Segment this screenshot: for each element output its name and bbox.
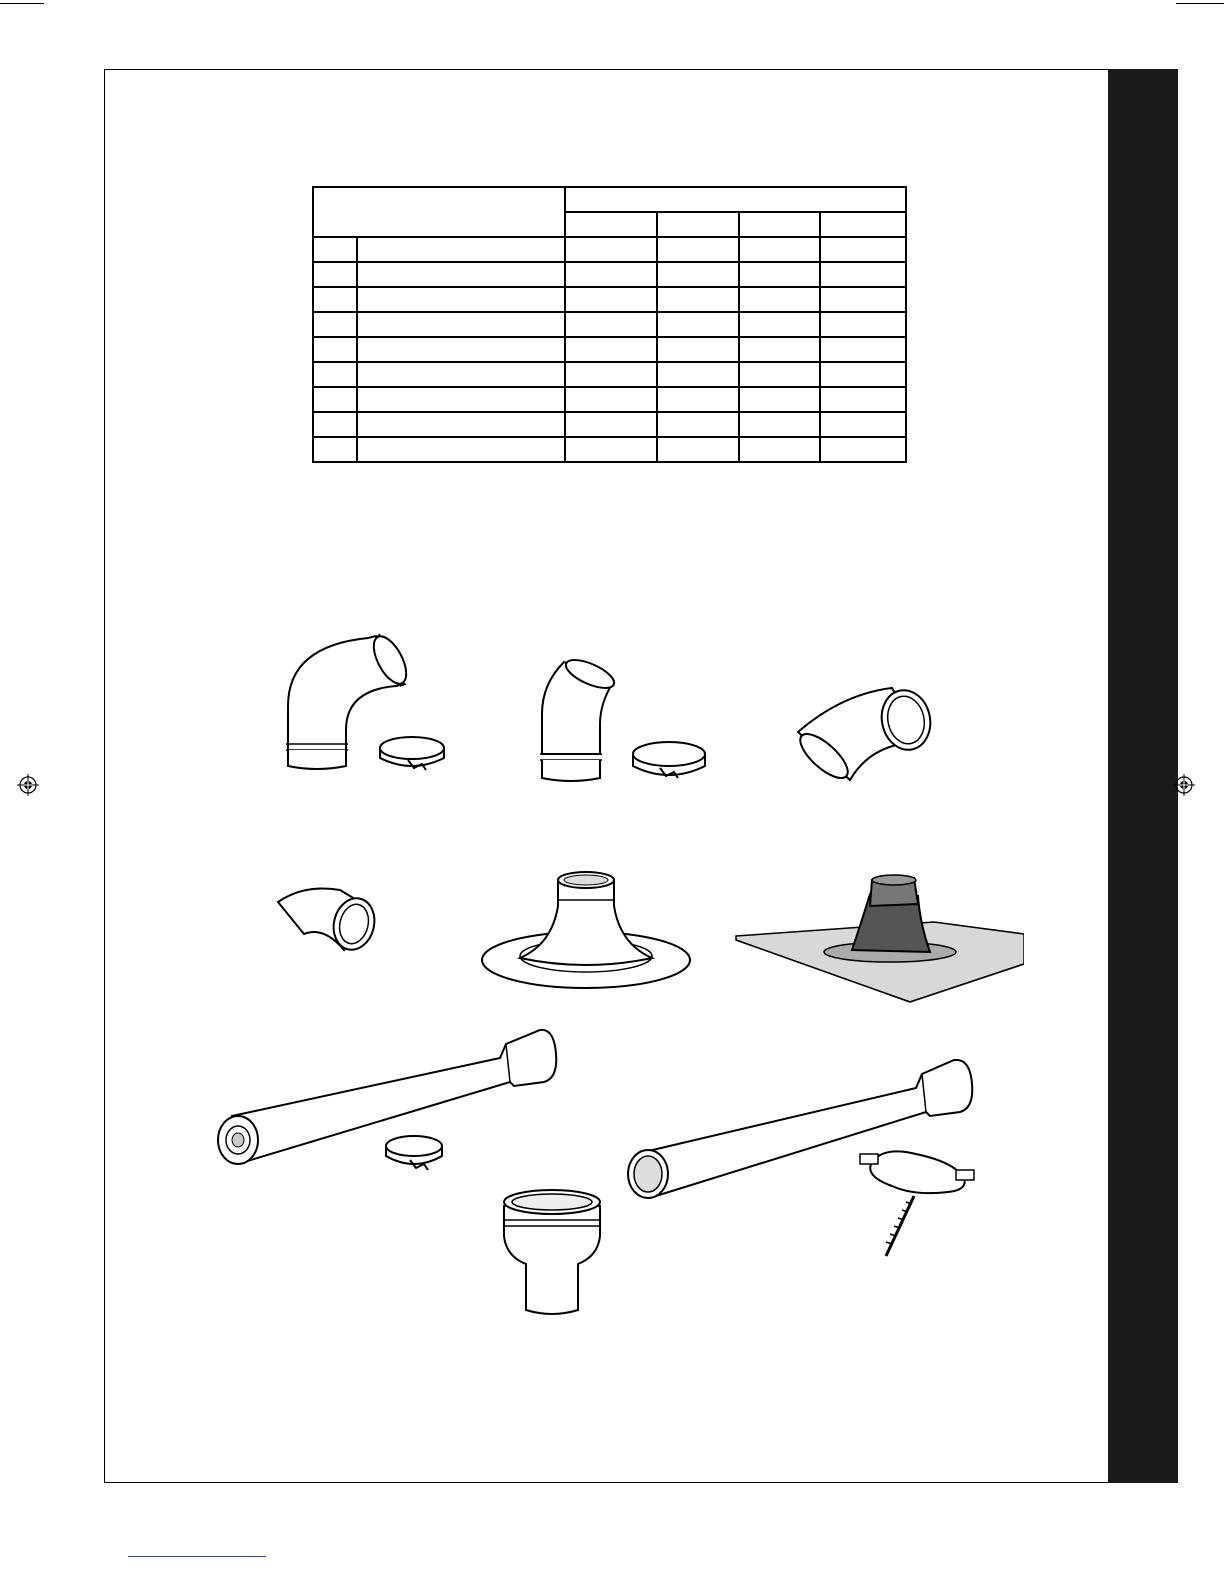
table-cell bbox=[820, 312, 906, 337]
table-row bbox=[313, 387, 906, 412]
table-cell bbox=[313, 387, 357, 412]
table-cell bbox=[313, 287, 357, 312]
table-cell bbox=[739, 387, 820, 412]
table-header-row bbox=[313, 187, 906, 212]
table-cell bbox=[739, 437, 820, 462]
table-row bbox=[313, 437, 906, 462]
table-subheader-cell bbox=[565, 212, 657, 237]
table-header-group bbox=[565, 187, 906, 212]
crop-mark-top-right bbox=[1176, 3, 1224, 4]
table-cell bbox=[739, 237, 820, 262]
table-cell bbox=[565, 362, 657, 387]
crop-mark-top-left bbox=[0, 3, 44, 4]
table-cell bbox=[565, 387, 657, 412]
table-cell bbox=[820, 287, 906, 312]
elbow-small-icon bbox=[274, 878, 384, 954]
table-cell bbox=[739, 262, 820, 287]
table-cell bbox=[739, 287, 820, 312]
table-cell bbox=[739, 362, 820, 387]
table-cell bbox=[313, 337, 357, 362]
table-cell bbox=[313, 362, 357, 387]
table-cell bbox=[313, 437, 357, 462]
table-cell bbox=[565, 237, 657, 262]
table-cell bbox=[739, 412, 820, 437]
table-cell bbox=[657, 237, 739, 262]
extension-pipe-icon bbox=[210, 1024, 562, 1184]
table-row bbox=[313, 312, 906, 337]
table-cell bbox=[657, 312, 739, 337]
table-subheader-cell bbox=[657, 212, 739, 237]
pipe-bracket-icon bbox=[624, 1050, 984, 1266]
table-row bbox=[313, 362, 906, 387]
table-cell bbox=[657, 262, 739, 287]
table-cell bbox=[565, 262, 657, 287]
table-cell bbox=[313, 262, 357, 287]
table-cell bbox=[820, 237, 906, 262]
table-subheader-cell bbox=[820, 212, 906, 237]
table-cell bbox=[657, 362, 739, 387]
table-cell bbox=[565, 287, 657, 312]
table-cell bbox=[357, 287, 565, 312]
table-cell bbox=[357, 387, 565, 412]
table-cell bbox=[313, 312, 357, 337]
table-cell bbox=[357, 437, 565, 462]
table-row bbox=[313, 237, 906, 262]
section-side-tab bbox=[1108, 69, 1178, 1483]
flat-roof-flashing-icon bbox=[478, 866, 696, 1002]
elbow-90-icon bbox=[276, 628, 456, 796]
table-cell bbox=[565, 312, 657, 337]
table-cell bbox=[657, 412, 739, 437]
adaptor-icon bbox=[496, 1186, 608, 1316]
parts-table bbox=[312, 186, 907, 463]
table-row bbox=[313, 412, 906, 437]
table-cell bbox=[313, 412, 357, 437]
footer-link-rule bbox=[128, 1556, 266, 1557]
table-row bbox=[313, 262, 906, 287]
table-cell bbox=[565, 412, 657, 437]
table-cell bbox=[657, 437, 739, 462]
table-cell bbox=[820, 262, 906, 287]
table-cell bbox=[357, 362, 565, 387]
table-cell bbox=[657, 387, 739, 412]
table-cell bbox=[357, 337, 565, 362]
table-cell bbox=[739, 337, 820, 362]
pitched-roof-flashing-icon bbox=[734, 874, 1024, 1004]
table-cell bbox=[313, 237, 357, 262]
table-cell bbox=[820, 387, 906, 412]
table-cell bbox=[820, 362, 906, 387]
table-cell bbox=[565, 437, 657, 462]
table-cell bbox=[820, 412, 906, 437]
table-subheader-cell bbox=[739, 212, 820, 237]
table-cell bbox=[357, 262, 565, 287]
table-cell bbox=[820, 337, 906, 362]
registration-mark-left-icon bbox=[17, 774, 39, 796]
table-cell bbox=[565, 337, 657, 362]
table-cell bbox=[657, 337, 739, 362]
elbow-45-icon bbox=[534, 654, 724, 790]
table-cell bbox=[357, 237, 565, 262]
registration-mark-right-icon bbox=[1173, 774, 1195, 796]
table-cell bbox=[357, 412, 565, 437]
table-cell bbox=[657, 287, 739, 312]
elbow-plain-icon bbox=[792, 684, 942, 784]
table-row bbox=[313, 287, 906, 312]
table-cell bbox=[820, 437, 906, 462]
table-header-description bbox=[313, 187, 565, 237]
table-cell bbox=[357, 312, 565, 337]
table-row bbox=[313, 337, 906, 362]
table-cell bbox=[739, 312, 820, 337]
